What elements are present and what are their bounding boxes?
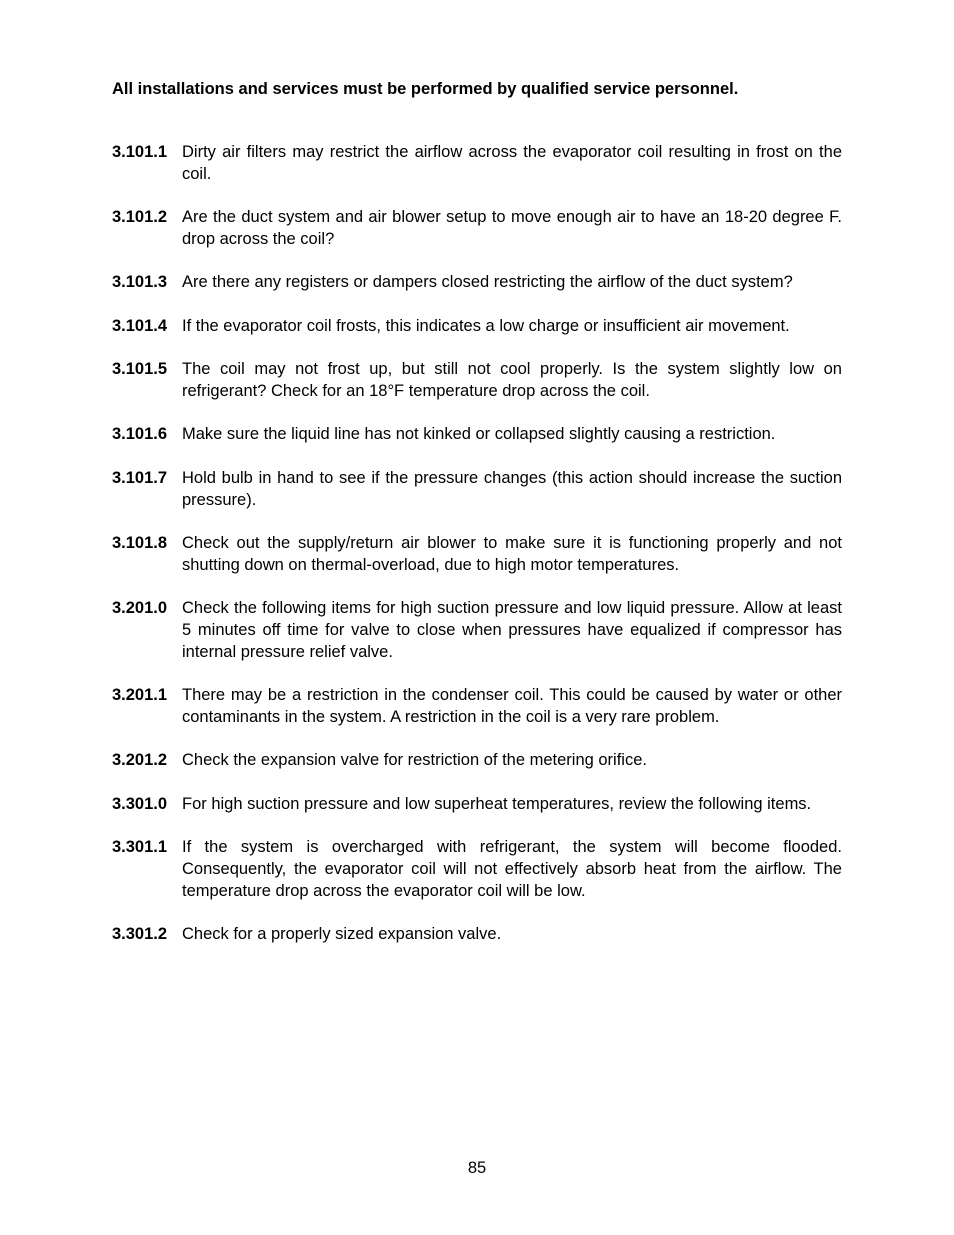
list-item <box>112 924 842 946</box>
item-text: Hold bulb in hand to see if the pressure changes (this action should increase the suction pressure). <box>182 468 842 509</box>
item-number: 3.101.7 <box>112 468 168 487</box>
list-item <box>112 794 842 816</box>
item-number: 3.101.5 <box>112 360 168 379</box>
item-number: 3.101.4 <box>112 316 168 335</box>
item-number: 3.301.0 <box>112 794 168 813</box>
item-text: Check the following items for high suction pressure and low liquid pressure. Allow at least 5 minutes off time for valve to close when pressures have equalized if compressor has internal pressure relief valve. <box>182 599 842 661</box>
item-number: 3.101.3 <box>112 273 168 292</box>
item-text: Dirty air filters may restrict the airflow across the evaporator coil resulting in frost on the coil. <box>182 143 842 183</box>
list-item <box>112 685 842 729</box>
list-item <box>112 533 842 577</box>
list-item <box>112 750 842 772</box>
item-number: 3.301.1 <box>112 838 168 857</box>
item-text: Check for a properly sized expansion valve. <box>182 925 502 944</box>
item-text: Make sure the liquid line has not kinked or collapsed slightly causing a restriction. <box>182 425 776 444</box>
page-content <box>112 78 842 967</box>
item-text: Check the expansion valve for restriction of the metering orifice. <box>182 751 647 770</box>
list-item <box>112 598 842 663</box>
item-text: Are there any registers or dampers closed restricting the airflow of the duct system? <box>182 273 793 292</box>
item-number: 3.101.2 <box>112 208 168 227</box>
list-item <box>112 424 842 446</box>
item-text: For high suction pressure and low superheat temperatures, review the following items. <box>182 794 812 813</box>
item-text: If the system is overcharged with refrigerant, the system will become flooded. Consequently, the evaporator coil will not effectively absorb heat from the airflow. The temperature drop across the evaporator coil will be low. <box>182 838 842 900</box>
item-number: 3.201.2 <box>112 751 168 770</box>
item-number: 3.301.2 <box>112 925 168 944</box>
item-number: 3.101.8 <box>112 533 168 552</box>
page-number: 85 <box>467 1159 487 1177</box>
list-item <box>112 468 842 512</box>
list-item <box>112 207 842 251</box>
list-item <box>112 359 842 403</box>
item-text: The coil may not frost up, but still not cool properly. Is the system slightly low on refrigerant? Check for an 18°F temperature drop across the coil. <box>182 360 842 400</box>
item-text: If the evaporator coil frosts, this indicates a low charge or insufficient air movement. <box>182 316 790 335</box>
warning-notice: All installations and services must be performed by qualified service personnel. <box>112 80 739 98</box>
item-number: 3.201.1 <box>112 686 168 705</box>
item-text: Check out the supply/return air blower to make sure it is functioning properly and not shutting down on thermal-overload, due to high motor temperatures. <box>182 533 842 574</box>
item-text: Are the duct system and air blower setup to move enough air to have an 18-20 degree F. drop across the coil? <box>182 208 842 248</box>
item-number: 3.201.0 <box>112 599 168 618</box>
item-number: 3.101.1 <box>112 143 168 161</box>
item-text: There may be a restriction in the condenser coil. This could be caused by water or other contaminants in the system. A restriction in the coil is a very rare problem. <box>182 686 842 726</box>
item-number: 3.101.6 <box>112 425 168 444</box>
troubleshooting-list <box>112 142 842 946</box>
list-item <box>112 316 842 338</box>
list-item <box>112 142 842 186</box>
list-item <box>112 837 842 902</box>
list-item <box>112 272 842 294</box>
